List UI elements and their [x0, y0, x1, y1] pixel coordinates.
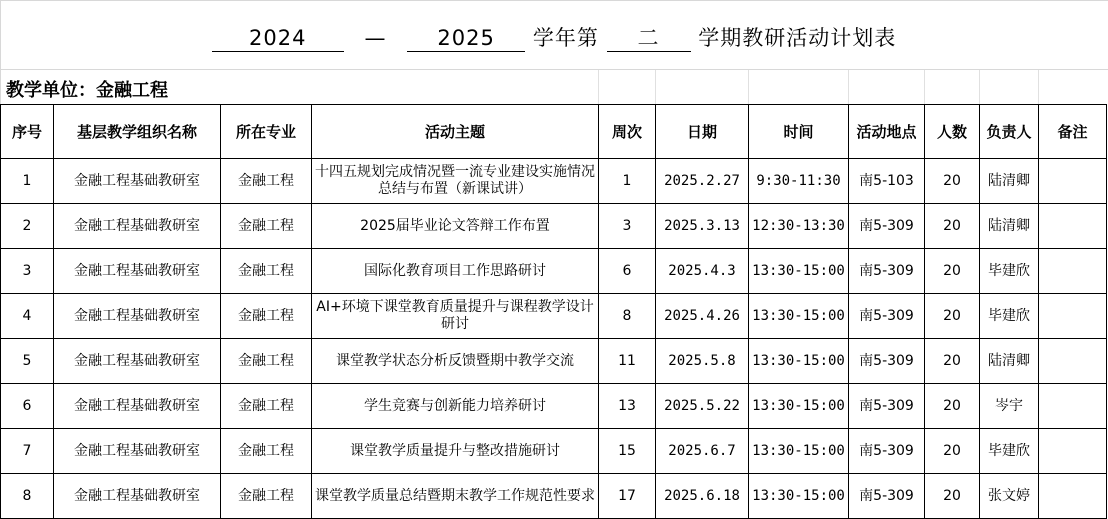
cell-date: 2025.6.7 [656, 429, 749, 474]
header-date: 日期 [656, 105, 749, 159]
grid-line [748, 70, 749, 104]
header-no: 序号 [1, 105, 54, 159]
cell-time: 13:30-15:00 [749, 429, 849, 474]
title-text-year: 学年第 [532, 26, 599, 50]
header-leader: 负责人 [980, 105, 1039, 159]
cell-major: 金融工程 [221, 474, 312, 519]
header-row [1, 105, 1107, 159]
title-semester: 二 [607, 25, 691, 52]
table-row [1, 249, 1107, 294]
table-row [1, 294, 1107, 339]
cell-org: 金融工程基础教研室 [54, 159, 221, 204]
cell-org: 金融工程基础教研室 [54, 474, 221, 519]
table-row [1, 384, 1107, 429]
cell-org: 金融工程基础教研室 [54, 204, 221, 249]
cell-place: 南5-309 [849, 204, 925, 249]
activity-plan-table [0, 104, 1107, 519]
header-count: 人数 [925, 105, 980, 159]
table-row [1, 429, 1107, 474]
title-year-end: 2025 [407, 25, 525, 52]
cell-topic: 课堂教学状态分析反馈暨期中教学交流 [312, 339, 599, 384]
cell-time: 9:30-11:30 [749, 159, 849, 204]
grid-line [924, 70, 925, 104]
cell-note [1039, 384, 1107, 429]
cell-no: 3 [1, 249, 54, 294]
cell-note [1039, 159, 1107, 204]
cell-count: 20 [925, 339, 980, 384]
cell-topic: 课堂教学质量提升与整改措施研讨 [312, 429, 599, 474]
table-row [1, 474, 1107, 519]
cell-major: 金融工程 [221, 249, 312, 294]
table-row [1, 159, 1107, 204]
cell-leader: 毕建欣 [980, 249, 1039, 294]
cell-week: 17 [599, 474, 656, 519]
cell-count: 20 [925, 474, 980, 519]
cell-major: 金融工程 [221, 429, 312, 474]
header-major: 所在专业 [221, 105, 312, 159]
title-year-start: 2024 [212, 25, 344, 52]
cell-date: 2025.6.18 [656, 474, 749, 519]
cell-week: 15 [599, 429, 656, 474]
cell-date: 2025.2.27 [656, 159, 749, 204]
cell-leader: 陆清卿 [980, 204, 1039, 249]
cell-week: 8 [599, 294, 656, 339]
grid-line [598, 70, 599, 104]
cell-place: 南5-309 [849, 429, 925, 474]
cell-note [1039, 474, 1107, 519]
cell-leader: 张文婷 [980, 474, 1039, 519]
cell-leader: 毕建欣 [980, 294, 1039, 339]
grid-line [979, 70, 980, 104]
cell-no: 6 [1, 384, 54, 429]
cell-count: 20 [925, 249, 980, 294]
teaching-unit-label: 教学单位：金融工程 [6, 80, 168, 101]
cell-topic: 国际化教育项目工作思路研讨 [312, 249, 599, 294]
cell-no: 5 [1, 339, 54, 384]
cell-note [1039, 429, 1107, 474]
cell-major: 金融工程 [221, 339, 312, 384]
cell-place: 南5-309 [849, 384, 925, 429]
cell-note [1039, 339, 1107, 384]
cell-org: 金融工程基础教研室 [54, 339, 221, 384]
cell-date: 2025.5.8 [656, 339, 749, 384]
cell-org: 金融工程基础教研室 [54, 294, 221, 339]
cell-count: 20 [925, 204, 980, 249]
header-topic: 活动主题 [312, 105, 599, 159]
grid-line [848, 70, 849, 104]
cell-place: 南5-103 [849, 159, 925, 204]
cell-major: 金融工程 [221, 159, 312, 204]
cell-count: 20 [925, 384, 980, 429]
cell-topic: AI+环境下课堂教育质量提升与课程教学设计研讨 [312, 294, 599, 339]
title-dash: — [364, 26, 387, 50]
cell-time: 13:30-15:00 [749, 474, 849, 519]
cell-major: 金融工程 [221, 294, 312, 339]
cell-note [1039, 294, 1107, 339]
cell-time: 13:30-15:00 [749, 249, 849, 294]
cell-date: 2025.4.3 [656, 249, 749, 294]
cell-topic: 十四五规划完成情况暨一流专业建设实施情况总结与布置（新课试讲） [312, 159, 599, 204]
cell-week: 13 [599, 384, 656, 429]
cell-date: 2025.5.22 [656, 384, 749, 429]
cell-no: 8 [1, 474, 54, 519]
cell-week: 6 [599, 249, 656, 294]
cell-time: 12:30-13:30 [749, 204, 849, 249]
cell-org: 金融工程基础教研室 [54, 249, 221, 294]
unit-row [0, 70, 1108, 104]
cell-week: 11 [599, 339, 656, 384]
cell-place: 南5-309 [849, 474, 925, 519]
title-row [0, 0, 1108, 70]
cell-place: 南5-309 [849, 339, 925, 384]
cell-place: 南5-309 [849, 294, 925, 339]
cell-time: 13:30-15:00 [749, 384, 849, 429]
cell-topic: 2025届毕业论文答辩工作布置 [312, 204, 599, 249]
cell-topic: 学生竞赛与创新能力培养研讨 [312, 384, 599, 429]
cell-note [1039, 249, 1107, 294]
header-place: 活动地点 [849, 105, 925, 159]
cell-org: 金融工程基础教研室 [54, 429, 221, 474]
cell-date: 2025.3.13 [656, 204, 749, 249]
cell-count: 20 [925, 294, 980, 339]
cell-leader: 陆清卿 [980, 339, 1039, 384]
cell-week: 3 [599, 204, 656, 249]
cell-major: 金融工程 [221, 384, 312, 429]
cell-no: 1 [1, 159, 54, 204]
cell-leader: 陆清卿 [980, 159, 1039, 204]
cell-count: 20 [925, 159, 980, 204]
cell-leader: 岑宇 [980, 384, 1039, 429]
header-time: 时间 [749, 105, 849, 159]
cell-time: 13:30-15:00 [749, 294, 849, 339]
header-week: 周次 [599, 105, 656, 159]
cell-place: 南5-309 [849, 249, 925, 294]
cell-major: 金融工程 [221, 204, 312, 249]
grid-line [655, 70, 656, 104]
page-title [0, 22, 1108, 52]
cell-leader: 毕建欣 [980, 429, 1039, 474]
grid-line [1038, 70, 1039, 104]
table-row [1, 204, 1107, 249]
header-note: 备注 [1039, 105, 1107, 159]
cell-count: 20 [925, 429, 980, 474]
cell-week: 1 [599, 159, 656, 204]
title-text-rest: 学期教研活动计划表 [698, 26, 897, 50]
cell-no: 4 [1, 294, 54, 339]
cell-org: 金融工程基础教研室 [54, 384, 221, 429]
cell-date: 2025.4.26 [656, 294, 749, 339]
table-row [1, 339, 1107, 384]
cell-time: 13:30-15:00 [749, 339, 849, 384]
cell-note [1039, 204, 1107, 249]
cell-topic: 课堂教学质量总结暨期末教学工作规范性要求 [312, 474, 599, 519]
header-org: 基层教学组织名称 [54, 105, 221, 159]
cell-no: 2 [1, 204, 54, 249]
cell-no: 7 [1, 429, 54, 474]
